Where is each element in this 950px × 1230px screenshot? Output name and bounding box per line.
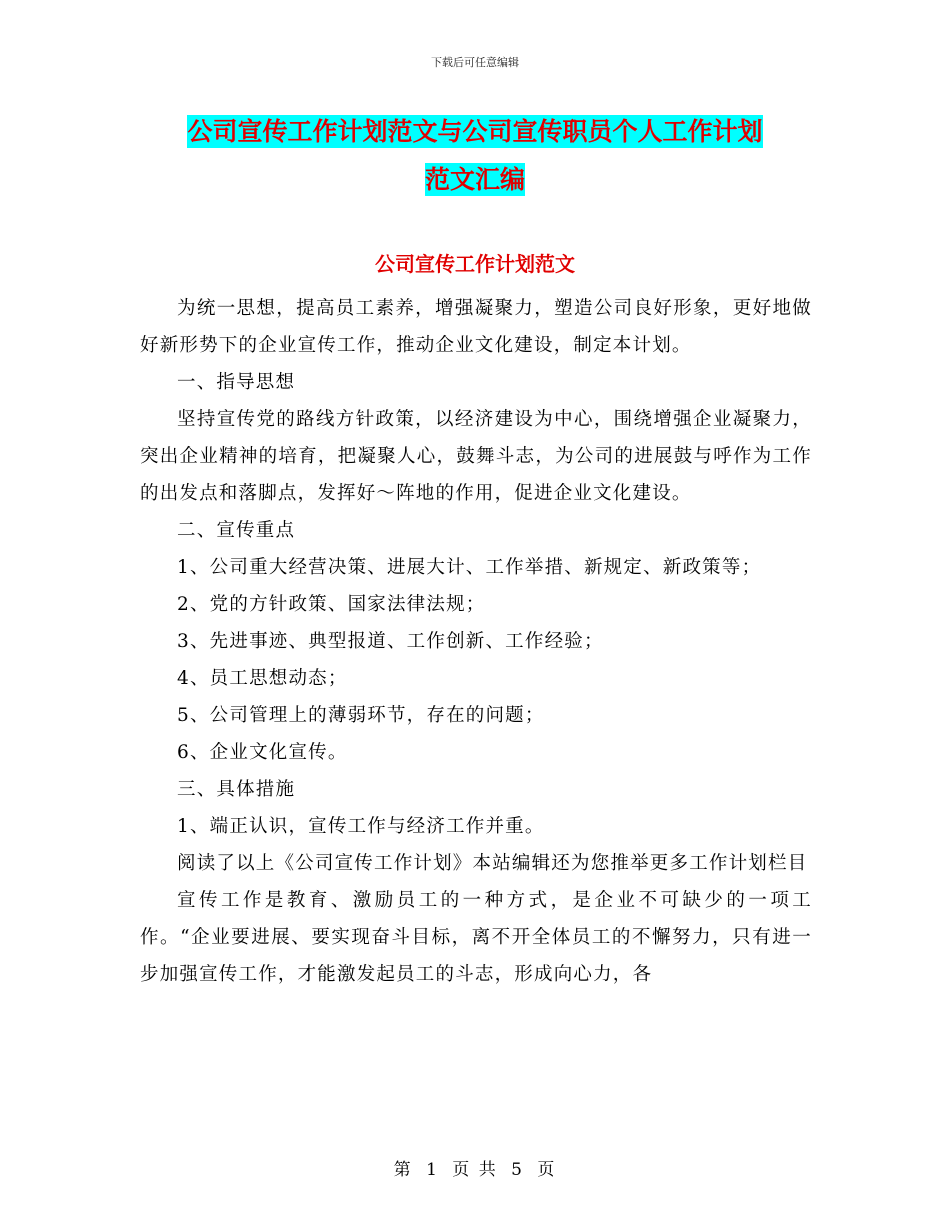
document-title-line-2: 范文汇编 — [424, 165, 525, 194]
list-item: 4、员工思想动态； — [177, 668, 348, 689]
list-item: 3、先进事迹、典型报道、工作创新、工作经验； — [177, 631, 604, 652]
list-item: 1、公司重大经营决策、进展大计、工作举措、新规定、新政策等； — [177, 557, 762, 578]
list-item: 6、企业文化宣传。 — [177, 742, 348, 763]
section-title: 公司宣传工作计划范文 — [375, 252, 575, 276]
paragraph-intro: 为统一思想，提高员工素养，增强凝聚力，塑造公司良好形象，更好地做好新形势下的企业宣传工作，推动企业文化建设，制定本计划。 — [140, 298, 812, 356]
document-title — [140, 108, 810, 204]
list-item: 1、端正认识，宣传工作与经济工作并重。 — [177, 816, 545, 837]
footer-total-pages: 5 — [511, 1160, 524, 1180]
footer-middle: 页 共 — [452, 1160, 498, 1180]
heading-publicity-focus: 二、宣传重点 — [177, 520, 296, 541]
paragraph-guiding-principle: 坚持宣传党的路线方针政策，以经济建设为中心，围绕增强企业凝聚力，突出企业精神的培育，把凝聚人心，鼓舞斗志，为公司的进展鼓与呼作为工作的出发点和落脚点，发挥好～阵地的作用，促进企业文化建设。 — [140, 409, 812, 504]
footer-page-number: 1 — [426, 1160, 439, 1180]
list-item: 2、党的方针政策、国家法律法规； — [177, 594, 486, 615]
footer-suffix: 页 — [537, 1160, 557, 1180]
paragraph-recommendation: 阅读了以上《公司宣传工作计划》本站编辑还为您推举更多工作计划栏目 — [177, 853, 808, 874]
paragraph-publicity-work: 宣传工作是教育、激励员工的一种方式，是企业不可缺少的一项工作。“企业要进展、要实现奋斗目标，离不开全体员工的不懈努力，只有进一步加强宣传工作，才能激发起员工的斗志，形成向心力，各 — [140, 890, 812, 985]
list-item: 5、公司管理上的薄弱环节，存在的问题； — [177, 705, 545, 726]
header-note: 下载后可任意编辑 — [431, 56, 519, 69]
document-body — [140, 290, 812, 993]
heading-guiding-principle: 一、指导思想 — [177, 372, 296, 393]
page-footer — [0, 1155, 950, 1180]
document-title-line-1: 公司宣传工作计划范文与公司宣传职员个人工作计划 — [187, 117, 763, 146]
heading-specific-measures: 三、具体措施 — [177, 779, 296, 800]
footer-prefix: 第 — [393, 1160, 413, 1180]
